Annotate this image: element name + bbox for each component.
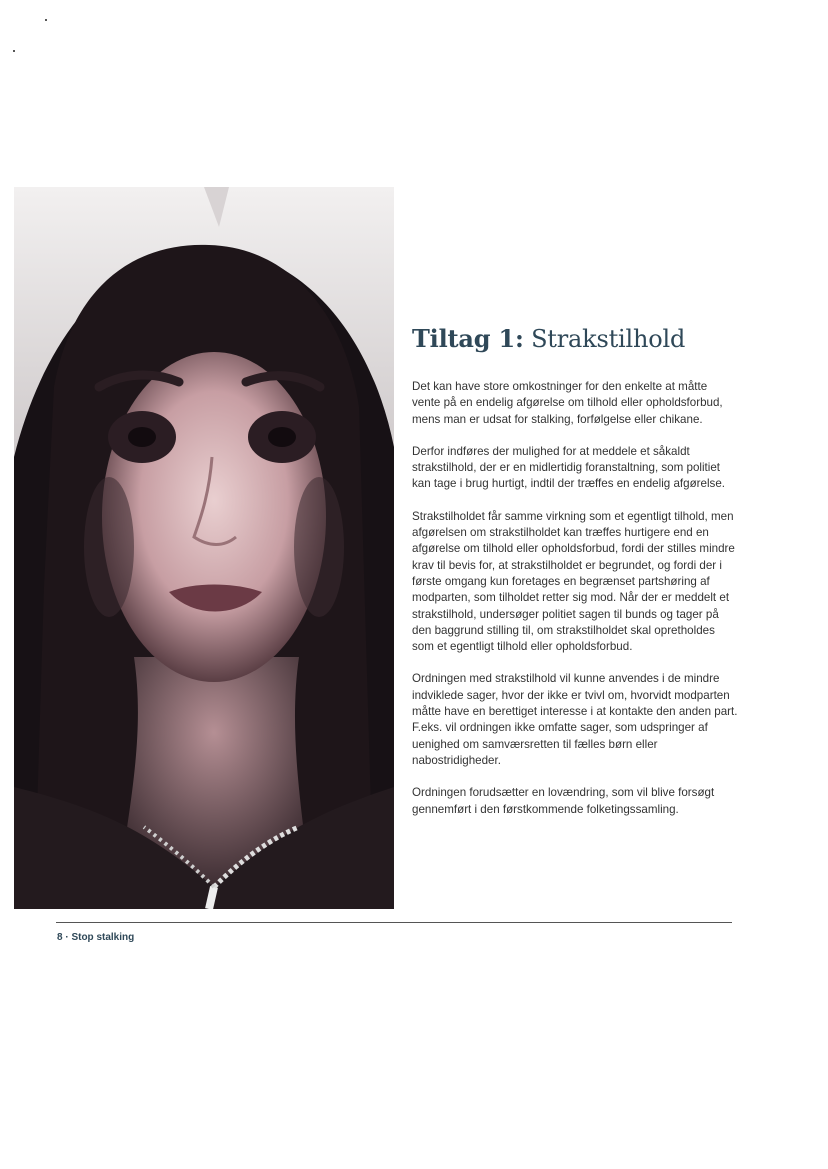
paragraph: Det kan have store omkostninger for den enkelte at måtte vente på en endelig afgørelse om tilhold eller opholdsforbud, mens man er udsat for stalking, forfølgelse eller chikane. bbox=[412, 380, 723, 426]
page-title bbox=[412, 324, 772, 353]
body-text bbox=[412, 379, 738, 834]
portrait-photo bbox=[14, 187, 394, 909]
title-rest: Strakstilhold bbox=[523, 325, 686, 353]
paragraph: Strakstilholdet får samme virkning som et egentligt tilhold, men afgørelsen om strakstilholdet kan træffes hurtigere end en afgørelse om tilhold eller opholdsforbud, fordi der stilles mindre krav til bevis for, at strakstilholdet er begrundet, og fordi der i første omgang kun foretages en begrænset partshøring af modparten, som tilholdet retter sig mod. Når der er meddelt et strakstilhold, undersøger politiet sagen til bunds og tager på den baggrund stilling til, om strakstilholdet skal opretholdes som et egentligt tilhold eller opholdsforbud. bbox=[412, 509, 735, 654]
paragraph: Ordningen forudsætter en lovændring, som vil blive forsøgt gennemført i den førstkommende folketingssamling. bbox=[412, 786, 715, 816]
paragraph: Derfor indføres der mulighed for at meddele et såkaldt strakstilhold, der er en midlertidig foranstaltning, som politiet kan tage i brug hurtigt, indtil der træffes en endelig afgørelse. bbox=[412, 444, 725, 491]
paragraph: Ordningen med strakstilhold vil kunne anvendes i de mindre indviklede sager, hvor der ikke er tvivl om, hvorvidt modparten måtte have en berettiget interesse i at kontakte den anden part. F.eks. vil ordningen ikke omfatte sager, som udspringer af uenighed om samværsretten til fælles børn eller nabostridigheder. bbox=[412, 672, 738, 767]
title-lead: Tiltag 1: bbox=[412, 324, 524, 353]
page-footer: 8 · Stop stalking bbox=[57, 932, 135, 943]
scan-speck bbox=[13, 50, 15, 52]
footer-divider bbox=[56, 922, 732, 923]
scan-speck bbox=[45, 19, 47, 21]
